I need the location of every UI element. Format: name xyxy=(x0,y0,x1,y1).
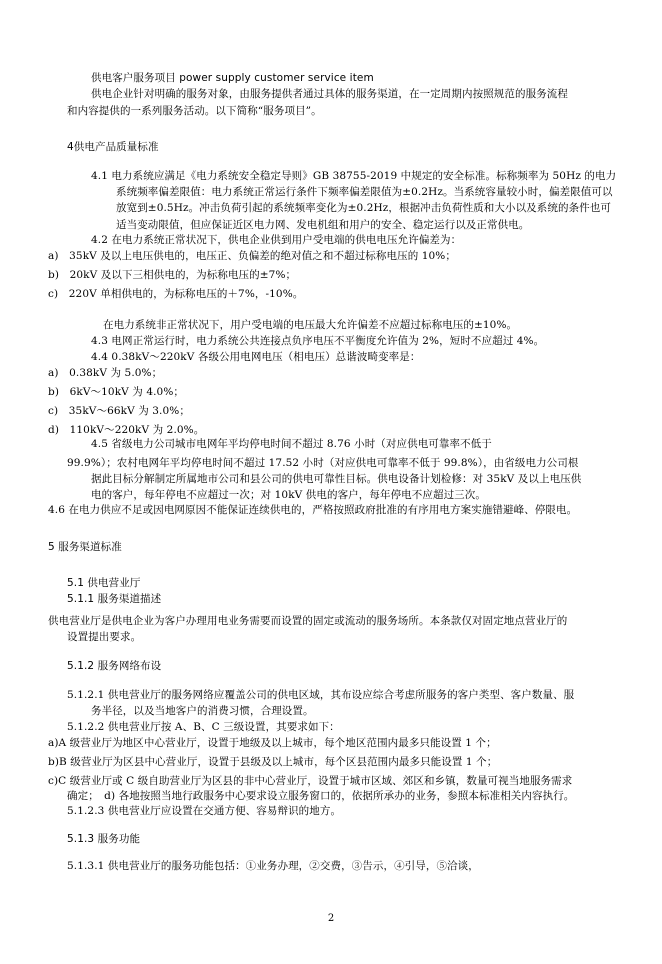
list-item: a)A 级营业厅为地区中心营业厅，设置于地级及以上城市，每个地区范围内最多只能设置 1 个； xyxy=(48,737,497,749)
paragraph-line: 在电力系统非正常状况下，用户受电端的电压最大允许偏差不应超过标称电压的±10%。 xyxy=(103,319,518,331)
clause-4-1-cont: 系统频率偏差限值：电力系统正常运行条件下频率偏差限值为±0.2Hz。当系统容量较小时，偏差限值可以 xyxy=(116,186,613,198)
section-heading-5: 5 服务渠道标准 xyxy=(48,541,122,553)
clause-4-1-cont: 放宽到±0.5Hz。冲击负荷引起的系统频率变化为±0.2Hz，根据冲击负荷性质和大小以及系统的条件也可 xyxy=(116,202,611,214)
clause-4-5: 4.5 省级电力公司城市电网年平均停电时间不超过 8.76 小时（对应供电可靠率不低于 xyxy=(91,438,492,450)
list-item: a) 0.38kV 为 5.0%； xyxy=(48,367,163,379)
subsection-heading: 5.1.1 服务渠道描述 xyxy=(67,593,162,605)
clause-4-3: 4.3 电网正常运行时，电力系统公共连接点负序电压不平衡度允许值为 2%，短时不应超过 4%。 xyxy=(91,335,545,347)
paragraph-line: 供电营业厅是供电企业为客户办理用电业务需要而设置的固定或流动的服务场所。本条款仅对固定地点营业厅的 xyxy=(48,615,568,627)
clause-5-1-2-1-cont: 务半径，以及当地客户的消费习惯，合理设置。 xyxy=(91,705,314,717)
list-item: b) 20kV 及以下三相供电的，为标称电压的±7%； xyxy=(48,269,297,281)
paragraph-line: 设置提出要求。 xyxy=(67,631,142,643)
page-number: 2 xyxy=(327,913,335,924)
list-item: b)B 级营业厅为区县中心营业厅，设置于县级及以上城市，每个区县范围内最多只能设置 1 个； xyxy=(48,756,498,768)
clause-4-4: 4.4 0.38kV～220kV 各级公用电网电压（相电压）总谐波畸变率是： xyxy=(91,351,421,363)
clause-4-2: 4.2 在电力系统正常状况下，供电企业供到用户受电端的供电电压允许偏差为： xyxy=(91,234,462,246)
clause-4-1-cont: 适当变动限值，但应保证近区电力网、发电机组和用户的安全、稳定运行以及正常供电。 xyxy=(116,219,530,231)
clause-4-1: 4.1 电力系统应满足《电力系统安全稳定导则》GB 38755-2019 中规定的安全标准。标称频率为 50Hz 的电力 xyxy=(91,170,617,182)
list-item: a) 35kV 及以上电压供电的，电压正、负偏差的绝对值之和不超过标称电压的 10%； xyxy=(48,250,456,262)
list-item: c) 220V 单相供电的，为标称电压的＋7%，-10%。 xyxy=(48,288,304,300)
clause-5-1-2-1: 5.1.2.1 供电营业厅的服务网络应覆盖公司的供电区域，其布设应综合考虑所服务的客户类型、客户数量、服 xyxy=(67,689,575,701)
clause-5-1-2-2: 5.1.2.2 供电营业厅按 A、B、C 三级设置，其要求如下： xyxy=(67,721,340,733)
clause-5-1-3-1: 5.1.3.1 供电营业厅的服务功能包括：①业务办理，②交费，③告示，④引导，⑤洽谈， xyxy=(67,860,479,872)
term-title: 供电客户服务项目 power supply customer service item xyxy=(91,72,374,84)
list-item: c)C 级营业厅或 C 级自助营业厅为区县的非中心营业厅，设置于城市区域、郊区和乡镇，数量可视当地服务需求 xyxy=(48,775,573,787)
subsection-heading: 5.1.3 服务功能 xyxy=(67,833,141,845)
list-item: d) 110kV～220kV 为 2.0%。 xyxy=(48,424,205,436)
list-item-cont: 确定； d) 各地按照当地行政服务中心要求设立服务窗口的，依据所承办的业务，参照本标准相关内容执行。 xyxy=(67,790,575,802)
clause-5-1-2-3: 5.1.2.3 供电营业厅应设置在交通方便、容易辩识的地方。 xyxy=(67,805,342,817)
subsection-heading: 5.1.2 服务网络布设 xyxy=(67,660,162,672)
paragraph-line: 供电企业针对明确的服务对象，由服务提供者通过具体的服务渠道，在一定周期内按照规范的服务流程 xyxy=(91,88,568,100)
list-item: c) 35kV～66kV 为 3.0%； xyxy=(48,405,190,417)
clause-4-5-cont: 据此目标分解制定所属地市公司和县公司的供电可靠性目标。供电设备计划检修：对 35kV 及以上电压供 xyxy=(91,473,582,485)
clause-4-5-cont: 99.9%）；农村电网年平均停电时间不超过 17.52 小时（对应供电可靠率不低于 99.8%），由省级电力公司根 xyxy=(67,457,579,469)
list-item: b) 6kV～10kV 为 4.0%； xyxy=(48,386,185,398)
subsection-heading: 5.1 供电营业厅 xyxy=(67,577,141,589)
clause-4-5-cont: 电的客户，每年停电不应超过一次；对 10kV 供电的客户，每年停电不应超过三次。 xyxy=(91,489,486,501)
clause-4-6: 4.6 在电力供应不足或因电网原因不能保证连续供电的，严格按照政府批准的有序用电方案实施错避峰、停限电。 xyxy=(48,504,578,516)
section-heading-4: 4供电产品质量标准 xyxy=(67,141,159,153)
paragraph-line: 和内容提供的一系列服务活动。以下简称“服务项目”。 xyxy=(67,105,322,117)
